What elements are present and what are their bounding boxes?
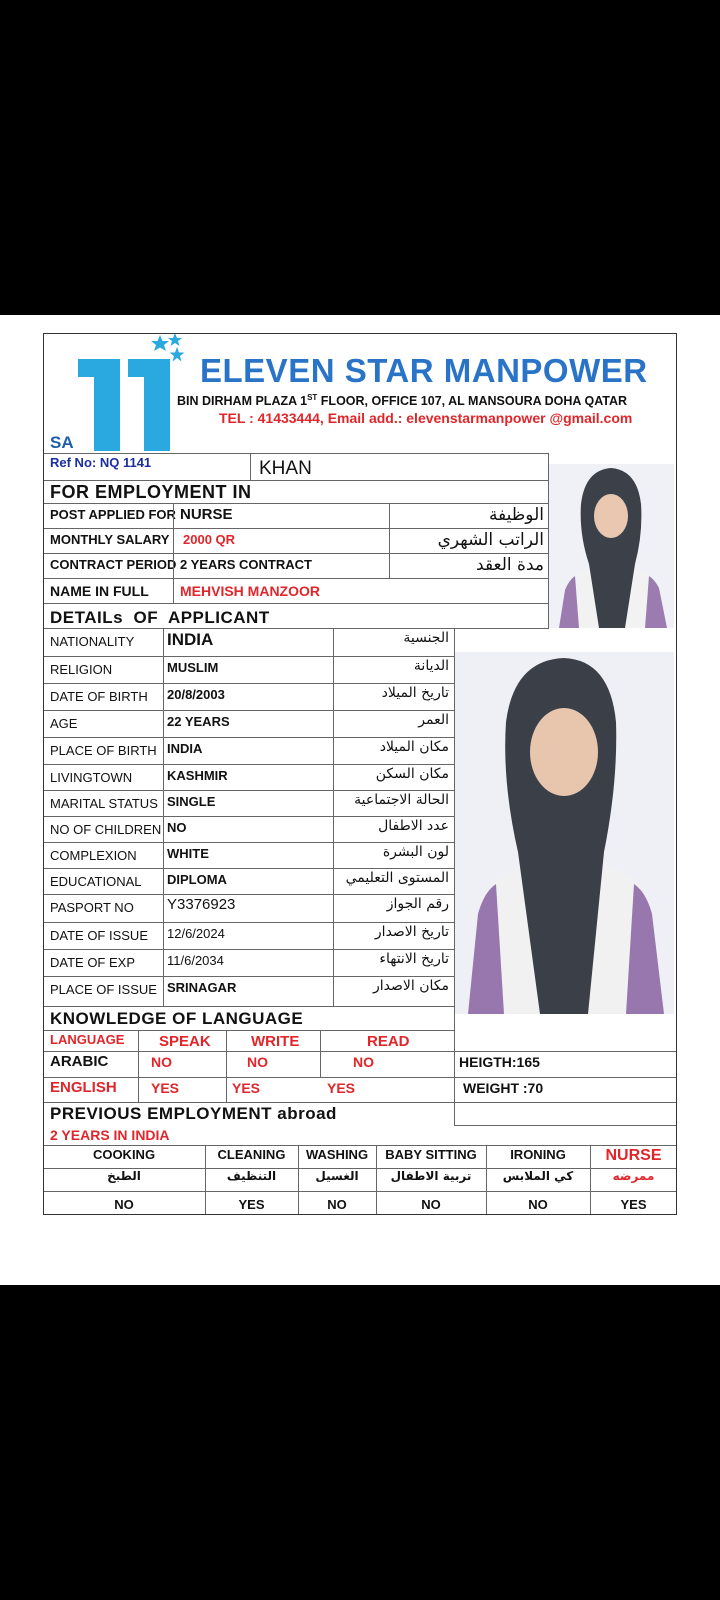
detail-value: 20/8/2003 <box>167 687 225 702</box>
detail-label: AGE <box>50 716 78 731</box>
address-part-1: BIN DIRHAM PLAZA 1 <box>177 394 308 409</box>
agency-name: ELEVEN STAR MANPOWER <box>200 352 648 389</box>
language-row-english-write: YES <box>232 1080 261 1096</box>
employment-arabic-2: الراتب الشهري <box>437 530 544 550</box>
skill-arabic: الغسيل <box>315 1169 359 1183</box>
skill-arabic: كي الملابس <box>502 1169 574 1183</box>
detail-arabic-label: الجنسية <box>403 630 449 646</box>
detail-label: COMPLEXION <box>50 848 137 863</box>
weight-value: WEIGHT :70 <box>463 1080 544 1096</box>
detail-label: DATE OF ISSUE <box>50 928 148 943</box>
language-col-write: WRITE <box>251 1033 300 1050</box>
document-frame <box>43 333 677 1215</box>
detail-label: MARITAL STATUS <box>50 796 158 811</box>
height-value: HEIGTH:165 <box>459 1054 540 1070</box>
full-name-value: MEHVISH MANZOOR <box>180 583 320 599</box>
skill-value: NO <box>114 1197 134 1212</box>
detail-label: NATIONALITY <box>50 634 135 649</box>
detail-arabic-label: مكان الميلاد <box>379 739 449 755</box>
language-col-speak: SPEAK <box>159 1033 211 1050</box>
previous-heading: PREVIOUS EMPLOYMENT abroad <box>50 1104 337 1123</box>
skill-name: WASHING <box>305 1147 369 1162</box>
skill-value: YES <box>238 1197 265 1212</box>
detail-value: NO <box>167 820 187 835</box>
detail-value: KASHMIR <box>167 768 228 783</box>
detail-value: WHITE <box>167 846 209 861</box>
skill-value: YES <box>620 1197 647 1212</box>
language-row-arabic-name: ARABIC <box>50 1053 109 1070</box>
skill-name: IRONING <box>510 1147 566 1162</box>
skill-value: NO <box>327 1197 347 1212</box>
ref-value: NQ 1141 <box>99 455 152 470</box>
detail-label: LIVINGTOWN <box>50 770 133 785</box>
language-row-arabic-write: NO <box>247 1054 268 1070</box>
skill-arabic: التنظيف <box>226 1169 277 1183</box>
skill-arabic: ممرضه <box>612 1169 655 1183</box>
detail-arabic-label: رقم الجواز <box>386 896 449 912</box>
skill-arabic: تربية الاطفال <box>390 1169 472 1183</box>
detail-label: PLACE OF BIRTH <box>50 743 157 758</box>
skill-value: NO <box>421 1197 441 1212</box>
full-name-label: NAME IN FULL <box>50 583 149 599</box>
detail-label: EDUCATIONAL <box>50 874 142 889</box>
employment-arabic-1: الوظيفة <box>488 505 544 525</box>
surname: KHAN <box>259 458 312 479</box>
skill-name: CLEANING <box>217 1147 286 1162</box>
detail-arabic-label: مكان الاصدار <box>373 978 449 994</box>
detail-value: DIPLOMA <box>167 872 227 887</box>
detail-arabic-label: تاريخ الانتهاء <box>379 951 449 967</box>
detail-value: Y3376923 <box>167 896 236 913</box>
details-heading: DETAILs OF APPLICANT <box>50 608 270 627</box>
employment-arabic-3: مدة العقد <box>476 555 544 575</box>
language-row-arabic-speak: NO <box>151 1054 172 1070</box>
detail-arabic-label: المستوى التعليمي <box>345 870 449 886</box>
previous-text: 2 YEARS IN INDIA <box>50 1127 170 1143</box>
skill-name: COOKING <box>92 1147 156 1162</box>
language-row-arabic-read: NO <box>353 1054 374 1070</box>
detail-value: MUSLIM <box>167 660 219 675</box>
language-row-english-name: ENGLISH <box>50 1079 117 1096</box>
detail-label: DATE OF BIRTH <box>50 689 148 704</box>
detail-label: NO OF CHILDREN <box>50 822 162 837</box>
skill-name: NURSE <box>605 1147 662 1164</box>
detail-value: 11/6/2034 <box>167 953 224 968</box>
employment-value-1: NURSE <box>180 506 233 523</box>
detail-arabic-label: تاريخ الاصدار <box>374 924 449 940</box>
detail-value: SINGLE <box>167 794 216 809</box>
detail-arabic-label: العمر <box>418 712 449 728</box>
address-part-2: FLOOR, OFFICE 107, AL MANSOURA DOHA QATAR <box>317 394 628 409</box>
detail-arabic-label: لون البشرة <box>382 844 449 860</box>
skill-name: BABY SITTING <box>385 1147 477 1162</box>
detail-value: 12/6/2024 <box>167 926 225 941</box>
skill-arabic: الطبخ <box>107 1169 141 1183</box>
logo-prefix: SA <box>50 433 74 452</box>
detail-value: 22 YEARS <box>167 714 230 729</box>
detail-value: SRINAGAR <box>167 980 237 995</box>
employment-value-3: 2 YEARS CONTRACT <box>180 557 312 572</box>
detail-label: PASPORT NO <box>50 900 134 915</box>
employment-value-2: 2000 QR <box>183 532 236 547</box>
language-col-language: LANGUAGE <box>50 1032 125 1047</box>
detail-arabic-label: مكان السكن <box>375 766 449 782</box>
detail-value: INDIA <box>167 741 203 756</box>
employment-label-1: POST APPLIED FOR <box>50 507 176 522</box>
employment-heading: FOR EMPLOYMENT IN <box>50 482 252 502</box>
employment-label-3: CONTRACT PERIOD <box>50 557 177 572</box>
detail-label: RELIGION <box>50 662 113 677</box>
detail-arabic-label: الديانة <box>413 658 449 674</box>
language-col-read: READ <box>367 1033 410 1050</box>
language-row-english-read: YES <box>327 1080 356 1096</box>
skill-value: NO <box>528 1197 548 1212</box>
language-heading: KNOWLEDGE OF LANGUAGE <box>50 1009 304 1028</box>
address-superscript: ST <box>307 393 318 402</box>
employment-label-2: MONTHLY SALARY <box>50 532 170 547</box>
detail-value: INDIA <box>167 630 214 649</box>
detail-arabic-label: الحالة الاجتماعية <box>354 792 449 808</box>
detail-label: PLACE OF ISSUE <box>50 982 157 997</box>
detail-arabic-label: تاريخ الميلاد <box>381 685 449 701</box>
detail-arabic-label: عدد الاطفال <box>378 818 449 834</box>
agency-contact: TEL : 41433444, Email add.: elevenstarmanpower @gmail.com <box>219 410 633 426</box>
ref-label: Ref No: <box>50 455 97 470</box>
detail-label: DATE OF EXP <box>50 955 135 970</box>
language-row-english-speak: YES <box>151 1080 180 1096</box>
